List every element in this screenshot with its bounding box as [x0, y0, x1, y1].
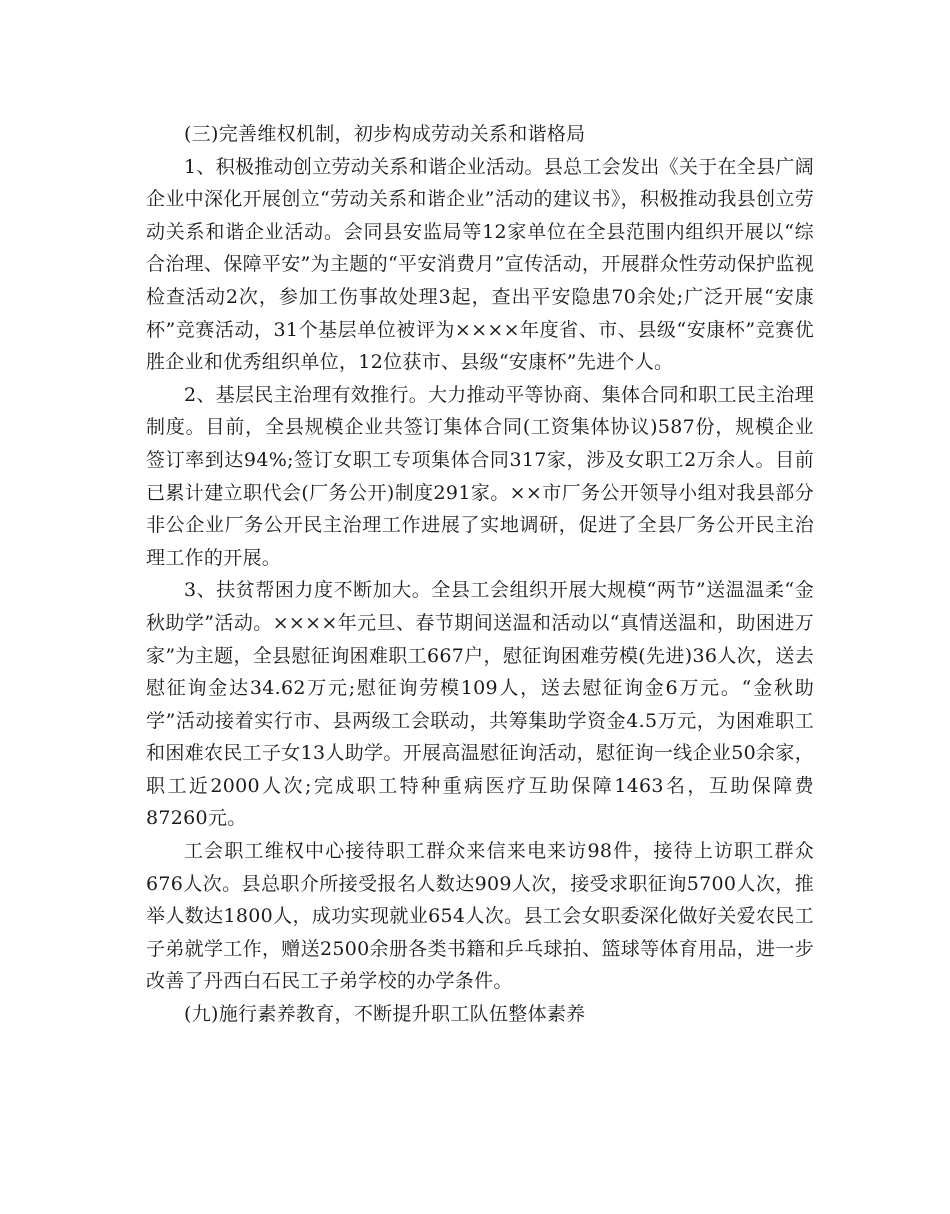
- paragraph-1: 1、积极推动创立劳动关系和谐企业活动。县总工会发出《关于在全县广阔企业中深化开展创立“劳动关系和谐企业”活动的建议书》，积极推动我县创立劳动关系和谐企业活动。会同县安监局等12家单位在全县范围内组织开展以“综合治理、保障平安”为主题的“平安消费月”宣传活动，开展群众性劳动保护监视检查活动2次，参加工伤事故处理3起，查出平安隐患70余处;广泛开展“安康杯”竞赛活动，31个基层单位被评为××××年度省、市、县级“安康杯”竞赛优胜企业和优秀组织单位，12位获市、县级“安康杯”先进个人。: [146, 155, 814, 374]
- document-body: [146, 118, 814, 1031]
- section-heading-3: (三)完善维权机制，初步构成劳动关系和谐格局: [184, 123, 586, 145]
- paragraph-3: 3、扶贫帮困力度不断加大。全县工会组织开展大规模“两节”送温温柔“金秋助学”活动。××××年元旦、春节期间送温和活动以“真情送温和，助困进万家”为主题，全县慰征询困难职工667户，慰征询困难劳模(先进)36人次，送去慰征询金达34.62万元;慰征询劳模109人，送去慰征询金6万元。“金秋助学”活动接着实行市、县两级工会联动，共筹集助学资金4.5万元，为困难职工和困难农民工子女13人助学。开展高温慰征询活动，慰征询一线企业50余家，职工近2000人次;完成职工特种重病医疗互助保障1463名，互助保障费87260元。: [146, 579, 814, 830]
- section-heading-9: (九)施行素养教育，不断提升职工队伍整体素养: [184, 1003, 586, 1026]
- paragraph-4: 工会职工维权中心接待职工群众来信来电来访98件，接待上访职工群众676人次。县总职介所接受报名人数达909人次，接受求职征询5700人次，推举人数达1800人，成功实现就业654人次。县工会女职委深化做好关爱农民工子弟就学工作，赠送2500余册各类书籍和乒乓球拍、篮球等体育用品，进一步改善了丹西白石民工子弟学校的办学条件。: [146, 840, 814, 993]
- paragraph-2: 2、基层民主治理有效推行。大力推动平等协商、集体合同和职工民主治理制度。目前，全县规模企业共签订集体合同(工资集体协议)587份，规模企业签订率到达94%;签订女职工专项集体合同317家，涉及女职工2万余人。目前已累计建立职代会(厂务公开)制度291家。××市厂务公开领导小组对我县部分非公企业厂务公开民主治理工作进展了实地调研，促进了全县厂务公开民主治理工作的开展。: [146, 383, 814, 569]
